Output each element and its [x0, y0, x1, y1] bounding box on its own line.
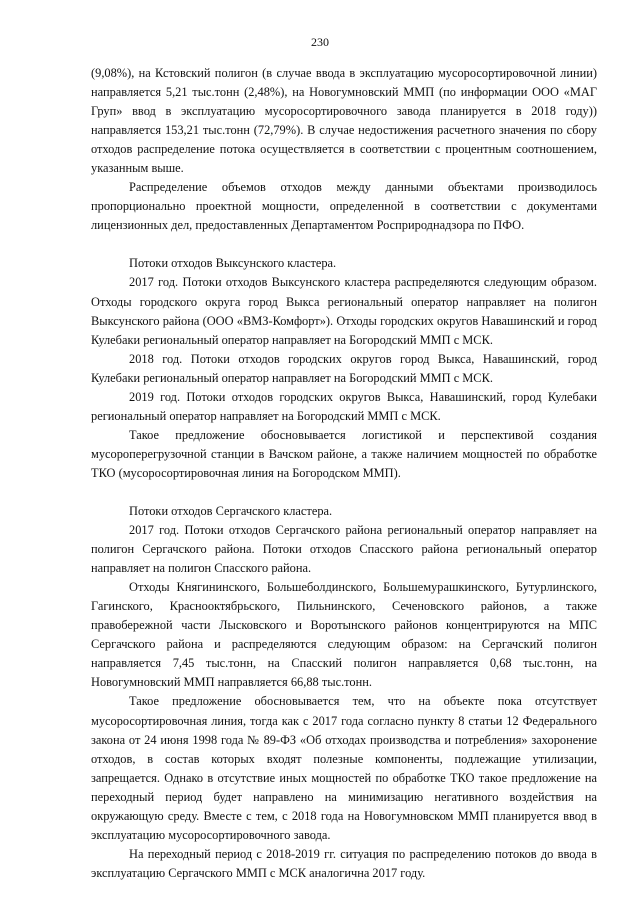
paragraph: Отходы Княгининского, Большеболдинского, Большемурашкинского, Бутурлинского, Гагинского, Краснооктябрьского, Пильнинского, Сеченовского районов, а также правобережной части Лысковского и Воротынского районов концентрируются на МПС Сергачского района и распределяются следующим образом: на Сергачский полигон направляется 7,45 тыс.тонн, на Спасский полигон направляется 0,68 тыс.тонн, на Новогумновский ММП направляется 66,88 тыс.тонн. [91, 580, 597, 690]
section-heading: Потоки отходов Сергачского кластера. [129, 503, 333, 518]
paragraph: 2017 год. Потоки отходов Сергачского района региональный оператор направляет на полигон Сергачского района. Потоки отходов Спасского района региональный оператор направляет на полигон Спасского района. [91, 523, 597, 576]
page-number: 230 [311, 35, 329, 49]
paragraph: 2018 год. Потоки отходов городских округов город Выкса, Навашинский, город Кулебаки региональный оператор направляет на Богородский ММП с МСК. [91, 351, 597, 385]
paragraph: На переходный период с 2018-2019 гг. ситуация по распределению потоков до ввода в эксплуатацию Сергачского ММП с МСК аналогична 2017 году. [91, 846, 597, 880]
paragraph: Такое предложение обосновывается логистикой и перспективой создания мусороперегрузочной станции в Вачском районе, а также наличием мощностей по обработке ТКО (мусоросортировочная линия на Богородском ММП). [91, 427, 597, 480]
document-body [91, 64, 597, 883]
paragraph: (9,08%), на Кстовский полигон (в случае ввода в эксплуатацию мусоросортировочной линии) направляется 5,21 тыс.тонн (2,48%), на Новогумновский ММП (по информации ООО «МАГ Груп» ввод в эксплуатацию мусоросортировочного завода планируется в 2018 году)) направляется 153,21 тыс.тонн (72,79%). В случае недостижения расчетного значения по сбору отходов распределение потока осуществляется в соответствии с процентным соотношением, указанным выше. [91, 66, 597, 176]
paragraph: 2017 год. Потоки отходов Выксунского кластера распределяются следующим образом. Отходы городского округа город Выкса региональный оператор направляет на полигон Выксунского района (ООО «ВМЗ-Комфорт»). Отходы городских округов Навашинский и город Кулебаки региональный оператор направляет на Богородский ММП с МСК. [91, 275, 597, 347]
paragraph: 2019 год. Потоки отходов городских округов Выкса, Навашинский, город Кулебаки региональный оператор направляет на Богородский ММП с МСК. [91, 389, 597, 423]
paragraph: Такое предложение обосновывается тем, что на объекте пока отсутствует мусоросортировочная линия, тогда как с 2017 года согласно пункту 8 статьи 12 Федерального закона от 24 июня 1998 года № 89-ФЗ «Об отходах производства и потребления» захоронение отходов, в состав которых входят полезные компоненты, подлежащие утилизации, запрещается. Однако в отсутствие иных мощностей по обработке ТКО такое предложение на переходный период будет направлено на минимизацию негативного воздействия на окружающую среду. Вместе с тем, с 2018 года на Новогумновском ММП планируется ввод в эксплуатацию мусоросортировочного завода. [91, 694, 597, 842]
blank-line [91, 235, 597, 254]
blank-line [91, 483, 597, 502]
section-heading: Потоки отходов Выксунского кластера. [129, 256, 337, 271]
paragraph: Распределение объемов отходов между данными объектами производилось пропорционально проектной мощности, определенной в соответствии с документами лицензионных дел, предоставленных Департаментом Росприроднадзора по ПФО. [91, 180, 597, 233]
